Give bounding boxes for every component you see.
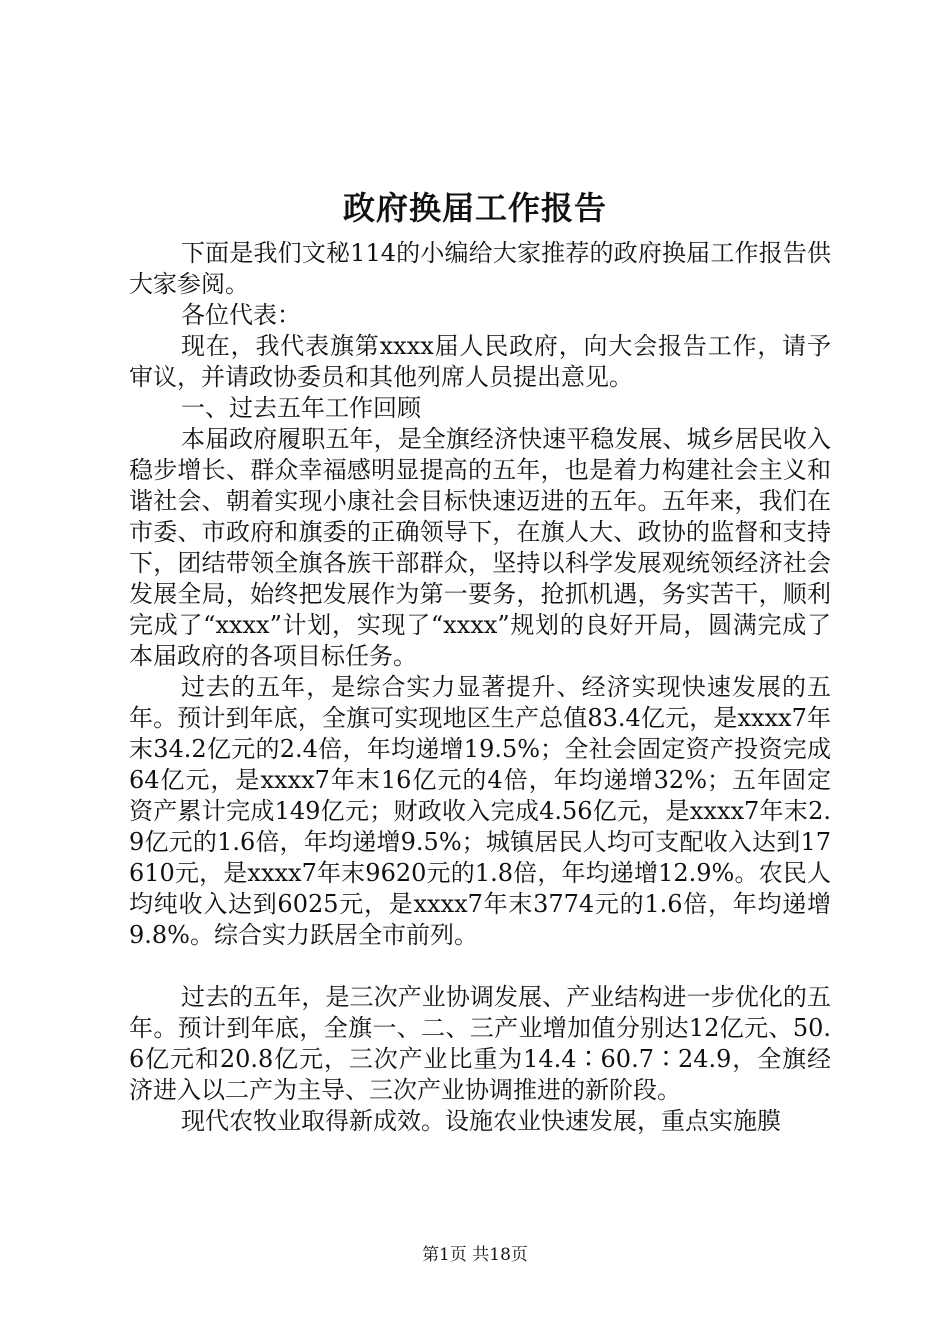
paragraph-agriculture: 现代农牧业取得新成效。设施农业快速发展，重点实施膜 xyxy=(181,1107,781,1135)
section-heading: 一、过去五年工作回顾 xyxy=(181,394,421,422)
document-title: 政府换届工作报告 xyxy=(342,189,607,227)
paragraph-overview: 本届政府履职五年，是全旗经济快速平稳发展、城乡居民收入稳步增长、群众幸福感明显提高的五年，也是着力构建社会主义和谐社会、朝着实现小康社会目标快速迈进的五年。五年来，我们在市委、市政府和旗委的正确领导下，在旗人大、政协的监督和支持下，团结带领全旗各族干部群众，坚持以科学发展观统领经济社会发展全局，始终把发展作为第一要务，抢抓机遇，务实苦干，顺利完成了“xxxx”计划，实现了“xxxx”规划的良好开局，圆满完成了本届政府的各项目标任务。 xyxy=(129,425,831,670)
document-body xyxy=(129,238,831,1137)
paragraph-economy: 过去的五年，是综合实力显著提升、经济实现快速发展的五年。预计到年底，全旗可实现地区生产总值83.4亿元，是xxxx7年末34.2亿元的2.4倍，年均递增19.5%；全社会固定资产投资完成64亿元，是xxxx7年末16亿元的4倍，年均递增32%；五年固定资产累计完成149亿元；财政收入完成4.56亿元，是xxxx7年末2.9亿元的1.6倍，年均递增9.5%；城镇居民人均可支配收入达到17610元，是xxxx7年末9620元的1.8倍，年均递增12.9%。农民人均纯收入达到6025元，是xxxx7年末3774元的1.6倍，年均递增9.8%。综合实力跃居全市前列。 xyxy=(129,673,831,949)
paragraph-industry: 过去的五年，是三次产业协调发展、产业结构进一步优化的五年。预计到年底，全旗一、二、三产业增加值分别达12亿元、50.6亿元和20.8亿元，三次产业比重为14.4∶60.7∶24.9，全旗经济进入以二产为主导、三次产业协调推进的新阶段。 xyxy=(129,983,831,1104)
paragraph-opening: 现在，我代表旗第xxxx届人民政府，向大会报告工作，请予审议，并请政协委员和其他列席人员提出意见。 xyxy=(129,332,831,391)
paragraph-salutation: 各位代表： xyxy=(181,301,301,329)
paragraph-intro: 下面是我们文秘114的小编给大家推荐的政府换届工作报告供大家参阅。 xyxy=(129,239,831,298)
page-footer: 第1页 共18页 xyxy=(422,1245,528,1265)
